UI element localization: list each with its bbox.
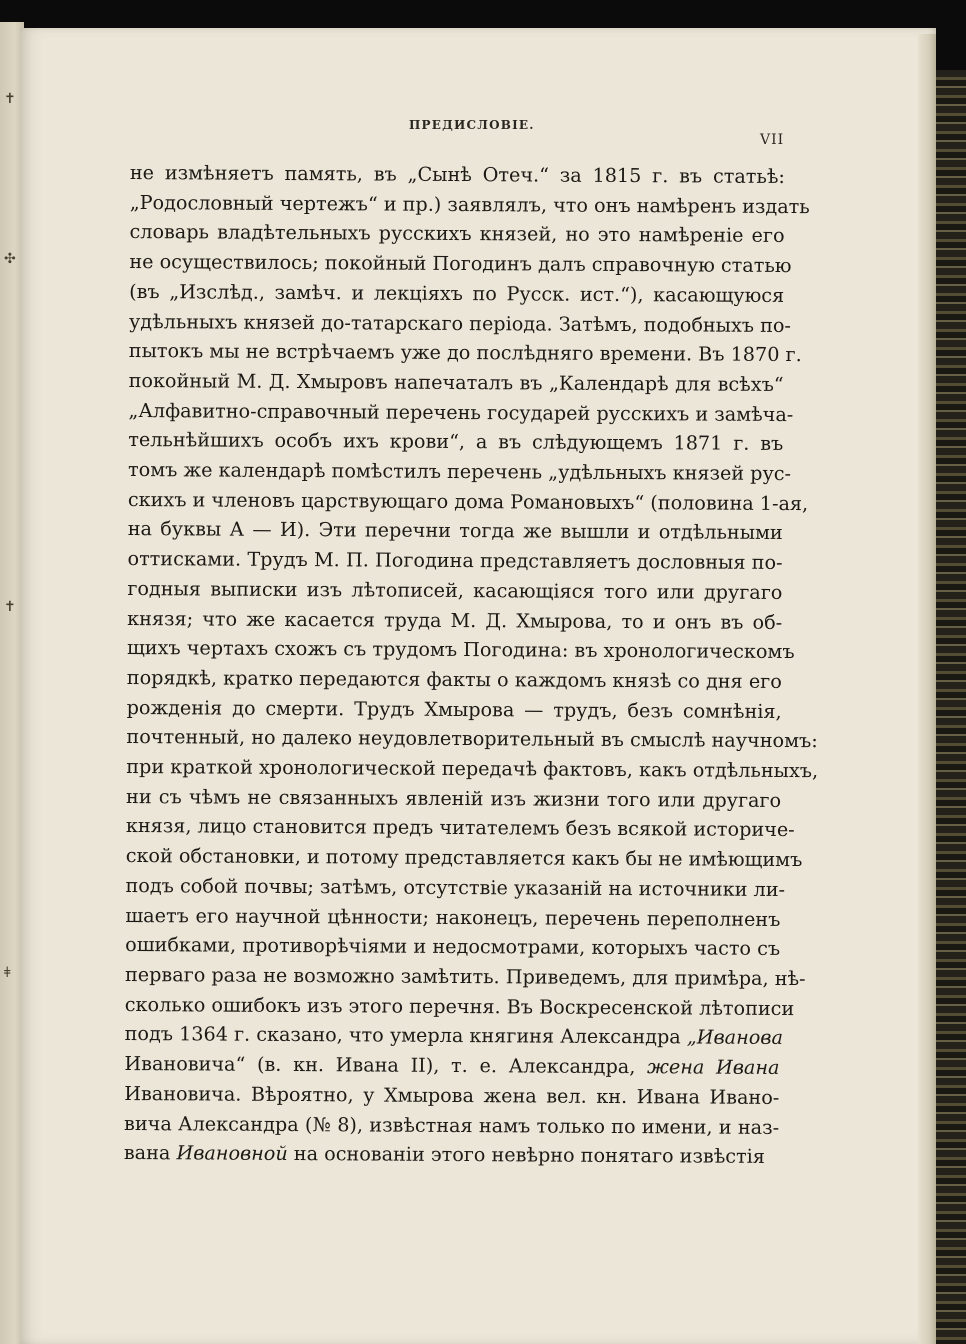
margin-mark: ✣ (4, 251, 16, 267)
text-run: словарь владѣтельныхъ русскихъ князей, но это намѣреніе его (129, 220, 785, 248)
text-run: порядкѣ, кратко передаются факты о каждомъ князѣ со дня его (126, 665, 782, 693)
text-line (129, 366, 784, 400)
text-line (124, 990, 795, 1024)
text-line (127, 604, 782, 638)
text-run: на основаніи этого невѣрно понятаго извѣстія (287, 1142, 766, 1169)
margin-mark: ǂ (4, 965, 11, 981)
text-run: подъ собой почвы; затѣмъ, отсутствіе указаній на источники ли- (125, 873, 786, 901)
text-line (127, 485, 809, 519)
italic-text-run: „Иванова (686, 1025, 783, 1050)
text-line (125, 811, 795, 845)
text-run: тельнѣйшихъ особъ ихъ крови“, а въ слѣдующемъ 1871 г. въ (128, 428, 784, 456)
text-line (126, 633, 795, 667)
text-run: вана (123, 1141, 177, 1165)
text-line (124, 960, 806, 994)
italic-text-run: жена Ивана (646, 1055, 780, 1080)
text-run: пытокъ мы не встрѣчаемъ уже до послѣдняго времени. Въ 1870 г. (128, 339, 802, 367)
running-head: ПРЕДИСЛОВІЕ. (409, 118, 535, 132)
text-line (126, 752, 819, 786)
text-line (128, 336, 802, 370)
text-run: томъ же календарѣ помѣстилъ перечень „удѣльныхъ князей рус- (128, 458, 792, 486)
text-run: удѣльныхъ князей до-татарскаго періода. Затѣмъ, подобныхъ по- (128, 309, 792, 337)
body-text (123, 158, 819, 1172)
text-line (128, 425, 783, 459)
text-line (126, 722, 818, 756)
text-run: шаетъ его научной цѣнности; наконецъ, перечень переполненъ (125, 903, 781, 931)
text-line (128, 514, 783, 548)
text-line (124, 1108, 779, 1142)
text-run: Ивановича. Вѣроятно, у Хмырова жена вел. кн. Ивана Ивано- (124, 1081, 780, 1109)
text-run: (въ „Изслѣд., замѣч. и лекціяхъ по Русск. ист.“), касающуюся (129, 279, 785, 307)
text-line (128, 455, 792, 489)
text-run: не осуществилось; покойный Погодинъ далъ справочную статью (129, 250, 792, 278)
text-line (125, 901, 780, 935)
text-run: „Алфавитно-справочный перечень государей русскихъ и замѣча- (128, 398, 794, 426)
italic-text-run: Ивановной (176, 1141, 288, 1166)
text-run: подъ 1364 г. сказано, что умерла княгиня Александра (124, 1022, 687, 1049)
text-run: покойный М. Д. Хмыровъ напечаталъ въ „Календарѣ для всѣхъ“ (128, 368, 784, 396)
text-run: скихъ и членовъ царствующаго дома Романовыхъ“ (половина 1-ая, (127, 487, 809, 515)
text-run: не измѣняетъ память, въ „Сынѣ Отеч.“ за 1815 г. въ статьѣ: (129, 160, 785, 189)
text-line (124, 1019, 783, 1053)
book-cover-edge (936, 70, 966, 1344)
text-run: вича Александра (№ 8), извѣстная намъ только по имени, и наз- (124, 1111, 780, 1139)
text-line (129, 247, 792, 281)
text-line (125, 930, 780, 964)
text-line (127, 544, 782, 578)
margin-mark: ✝ (4, 91, 16, 107)
text-line (125, 841, 803, 875)
text-run: сколько ошибокъ изъ этого перечня. Въ Воскресенской лѣтописи (124, 992, 795, 1020)
margin-mark: ✝ (4, 599, 16, 615)
text-line (126, 782, 781, 816)
text-run: рожденія до смерти. Трудъ Хмырова — трудъ, безъ сомнѣнія, (126, 695, 782, 723)
text-run: князя, лицо становится предъ читателемъ безъ всякой историче- (125, 814, 795, 842)
text-run: щихъ чертахъ схожъ съ трудомъ Погодина: въ хронологическомъ (126, 636, 795, 664)
page-number: VII (760, 132, 785, 148)
text-run: почтенный, но далеко неудовлетворительный въ смыслѣ научномъ: (126, 725, 818, 753)
text-run: при краткой хронологической передачѣ фактовъ, какъ отдѣльныхъ, (126, 755, 819, 783)
text-run: оттисками. Трудъ М. П. Погодина представляетъ дословныя по- (127, 547, 783, 575)
text-line (130, 158, 785, 192)
text-line (127, 693, 782, 727)
text-run: на буквы А — И). Эти перечни тогда же вышли и отдѣльными (127, 517, 783, 545)
text-run: ской обстановки, и потому представляется какъ бы не имѣющимъ (125, 844, 803, 872)
text-run: ошибками, противорѣчіями и недосмотрами, которыхъ часто съ (125, 933, 781, 961)
text-run: ни съ чѣмъ не связанныхъ явленій изъ жизни того или другаго (126, 784, 782, 812)
text-line (127, 574, 782, 608)
text-line (124, 1049, 779, 1083)
page-header (0, 118, 966, 148)
text-line (124, 1079, 779, 1113)
text-line (129, 188, 810, 222)
text-line (127, 663, 782, 697)
text-line (128, 396, 794, 430)
text-line (129, 217, 784, 251)
text-line (129, 277, 784, 311)
page-stack-edge (918, 34, 936, 1344)
text-line (123, 1138, 766, 1172)
text-run: князя; что же касается труда М. Д. Хмырова, то и онъ въ об- (127, 606, 783, 634)
text-run: „Родословный чертежъ“ и пр.) заявлялъ, что онъ намѣренъ издать (129, 190, 810, 218)
text-line (128, 307, 792, 341)
text-run: годныя выписки изъ лѣтописей, касающіяся того или другаго (127, 576, 783, 604)
text-line (125, 871, 786, 905)
text-run: перваго раза не возможно замѣтить. Приведемъ, для примѣра, нѣ- (124, 962, 806, 991)
text-run: Ивановича“ (в. кн. Ивана II), т. е. Александра, (124, 1052, 648, 1079)
